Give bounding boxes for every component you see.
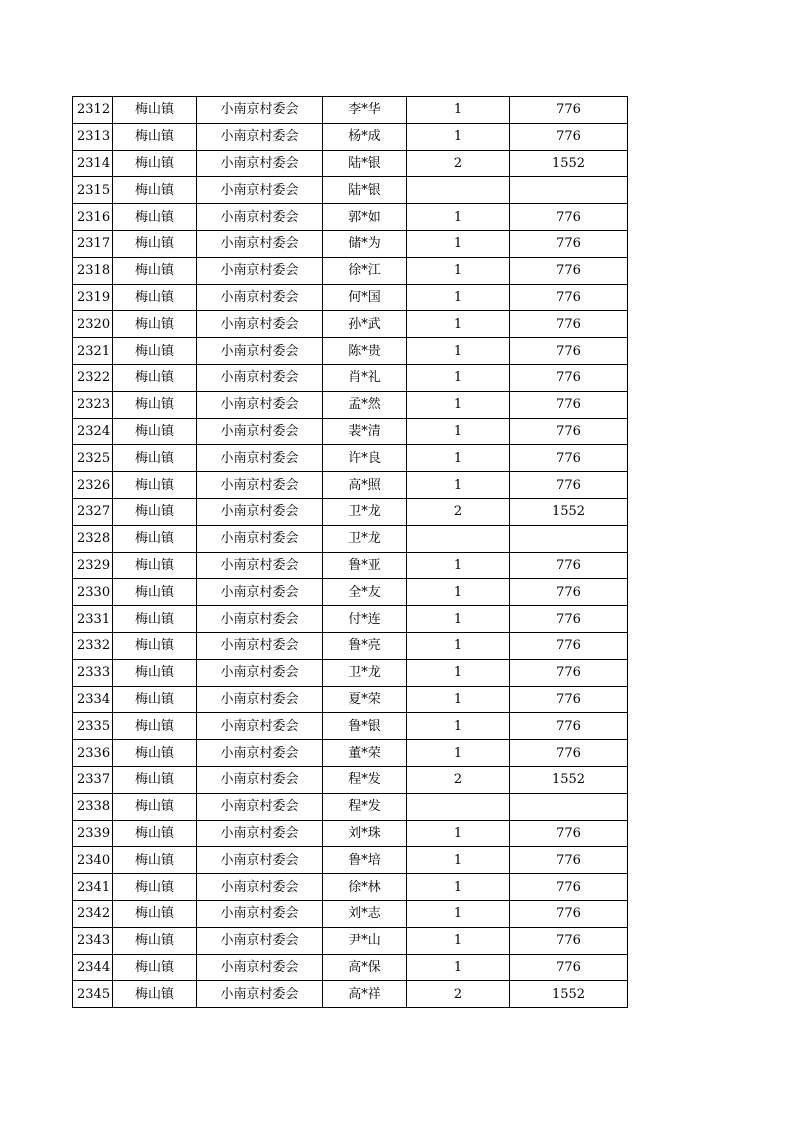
- village-cell: 小南京村委会: [197, 713, 323, 740]
- table-body: [73, 97, 628, 1008]
- amount-cell: 776: [510, 900, 628, 927]
- town-cell: 梅山镇: [113, 874, 197, 901]
- town-cell: 梅山镇: [113, 847, 197, 874]
- table-row: [73, 472, 628, 499]
- table-row: [73, 659, 628, 686]
- row-number-cell: 2335: [73, 713, 113, 740]
- row-number-cell: 2314: [73, 150, 113, 177]
- table-row: [73, 150, 628, 177]
- name-cell: 郭*如: [323, 204, 407, 231]
- table-row: [73, 579, 628, 606]
- village-cell: 小南京村委会: [197, 498, 323, 525]
- count-cell: 2: [407, 498, 510, 525]
- row-number-cell: 2345: [73, 981, 113, 1008]
- name-cell: 全*友: [323, 579, 407, 606]
- name-cell: 鲁*银: [323, 713, 407, 740]
- row-number-cell: 2315: [73, 177, 113, 204]
- name-cell: 程*发: [323, 793, 407, 820]
- amount-cell: 776: [510, 713, 628, 740]
- amount-cell: 776: [510, 230, 628, 257]
- name-cell: 尹*山: [323, 927, 407, 954]
- amount-cell: [510, 525, 628, 552]
- table-row: [73, 204, 628, 231]
- row-number-cell: 2329: [73, 552, 113, 579]
- name-cell: 陆*银: [323, 177, 407, 204]
- village-cell: 小南京村委会: [197, 766, 323, 793]
- table-row: [73, 123, 628, 150]
- village-cell: 小南京村委会: [197, 954, 323, 981]
- count-cell: [407, 525, 510, 552]
- table-row: [73, 847, 628, 874]
- count-cell: 2: [407, 150, 510, 177]
- town-cell: 梅山镇: [113, 793, 197, 820]
- village-cell: 小南京村委会: [197, 659, 323, 686]
- row-number-cell: 2327: [73, 498, 113, 525]
- count-cell: 1: [407, 820, 510, 847]
- town-cell: 梅山镇: [113, 954, 197, 981]
- table-row: [73, 632, 628, 659]
- town-cell: 梅山镇: [113, 364, 197, 391]
- table-row: [73, 820, 628, 847]
- town-cell: 梅山镇: [113, 230, 197, 257]
- count-cell: 1: [407, 311, 510, 338]
- town-cell: 梅山镇: [113, 445, 197, 472]
- amount-cell: 1552: [510, 150, 628, 177]
- town-cell: 梅山镇: [113, 391, 197, 418]
- village-cell: 小南京村委会: [197, 525, 323, 552]
- amount-cell: 776: [510, 338, 628, 365]
- count-cell: [407, 177, 510, 204]
- name-cell: 鲁*亮: [323, 632, 407, 659]
- table-row: [73, 954, 628, 981]
- row-number-cell: 2336: [73, 740, 113, 767]
- row-number-cell: 2338: [73, 793, 113, 820]
- amount-cell: 776: [510, 847, 628, 874]
- town-cell: 梅山镇: [113, 311, 197, 338]
- village-cell: 小南京村委会: [197, 97, 323, 124]
- name-cell: 高*祥: [323, 981, 407, 1008]
- name-cell: 卫*龙: [323, 659, 407, 686]
- village-cell: 小南京村委会: [197, 981, 323, 1008]
- village-cell: 小南京村委会: [197, 177, 323, 204]
- row-number-cell: 2323: [73, 391, 113, 418]
- count-cell: 1: [407, 579, 510, 606]
- table-row: [73, 391, 628, 418]
- row-number-cell: 2332: [73, 632, 113, 659]
- village-cell: 小南京村委会: [197, 847, 323, 874]
- town-cell: 梅山镇: [113, 552, 197, 579]
- village-cell: 小南京村委会: [197, 900, 323, 927]
- count-cell: 1: [407, 874, 510, 901]
- village-cell: 小南京村委会: [197, 257, 323, 284]
- town-cell: 梅山镇: [113, 981, 197, 1008]
- name-cell: 储*为: [323, 230, 407, 257]
- row-number-cell: 2318: [73, 257, 113, 284]
- table-row: [73, 364, 628, 391]
- village-cell: 小南京村委会: [197, 579, 323, 606]
- table-row: [73, 686, 628, 713]
- town-cell: 梅山镇: [113, 498, 197, 525]
- village-cell: 小南京村委会: [197, 606, 323, 633]
- name-cell: 孙*武: [323, 311, 407, 338]
- village-cell: 小南京村委会: [197, 740, 323, 767]
- table-row: [73, 606, 628, 633]
- village-cell: 小南京村委会: [197, 391, 323, 418]
- row-number-cell: 2321: [73, 338, 113, 365]
- amount-cell: 776: [510, 311, 628, 338]
- count-cell: 1: [407, 123, 510, 150]
- count-cell: 1: [407, 97, 510, 124]
- amount-cell: 776: [510, 284, 628, 311]
- town-cell: 梅山镇: [113, 632, 197, 659]
- table-row: [73, 177, 628, 204]
- name-cell: 刘*珠: [323, 820, 407, 847]
- village-cell: 小南京村委会: [197, 338, 323, 365]
- row-number-cell: 2312: [73, 97, 113, 124]
- name-cell: 夏*荣: [323, 686, 407, 713]
- count-cell: 1: [407, 338, 510, 365]
- town-cell: 梅山镇: [113, 177, 197, 204]
- amount-cell: 776: [510, 472, 628, 499]
- village-cell: 小南京村委会: [197, 874, 323, 901]
- village-cell: 小南京村委会: [197, 364, 323, 391]
- amount-cell: 776: [510, 659, 628, 686]
- town-cell: 梅山镇: [113, 579, 197, 606]
- row-number-cell: 2330: [73, 579, 113, 606]
- amount-cell: 776: [510, 820, 628, 847]
- amount-cell: 776: [510, 418, 628, 445]
- count-cell: 1: [407, 927, 510, 954]
- amount-cell: 776: [510, 954, 628, 981]
- town-cell: 梅山镇: [113, 204, 197, 231]
- village-cell: 小南京村委会: [197, 311, 323, 338]
- village-cell: 小南京村委会: [197, 793, 323, 820]
- count-cell: 1: [407, 632, 510, 659]
- name-cell: 李*华: [323, 97, 407, 124]
- amount-cell: 776: [510, 257, 628, 284]
- row-number-cell: 2317: [73, 230, 113, 257]
- name-cell: 高*保: [323, 954, 407, 981]
- amount-cell: 1552: [510, 766, 628, 793]
- amount-cell: 776: [510, 927, 628, 954]
- name-cell: 刘*志: [323, 900, 407, 927]
- row-number-cell: 2326: [73, 472, 113, 499]
- town-cell: 梅山镇: [113, 472, 197, 499]
- row-number-cell: 2344: [73, 954, 113, 981]
- name-cell: 卫*龙: [323, 525, 407, 552]
- name-cell: 何*国: [323, 284, 407, 311]
- count-cell: 1: [407, 954, 510, 981]
- name-cell: 孟*然: [323, 391, 407, 418]
- table-row: [73, 498, 628, 525]
- name-cell: 许*良: [323, 445, 407, 472]
- amount-cell: 776: [510, 391, 628, 418]
- name-cell: 程*发: [323, 766, 407, 793]
- count-cell: 1: [407, 284, 510, 311]
- town-cell: 梅山镇: [113, 606, 197, 633]
- amount-cell: 776: [510, 686, 628, 713]
- village-cell: 小南京村委会: [197, 204, 323, 231]
- table-row: [73, 418, 628, 445]
- row-number-cell: 2313: [73, 123, 113, 150]
- row-number-cell: 2333: [73, 659, 113, 686]
- amount-cell: 776: [510, 552, 628, 579]
- name-cell: 鲁*培: [323, 847, 407, 874]
- name-cell: 徐*林: [323, 874, 407, 901]
- town-cell: 梅山镇: [113, 659, 197, 686]
- row-number-cell: 2331: [73, 606, 113, 633]
- town-cell: 梅山镇: [113, 927, 197, 954]
- table-row: [73, 284, 628, 311]
- count-cell: 1: [407, 606, 510, 633]
- row-number-cell: 2322: [73, 364, 113, 391]
- count-cell: 1: [407, 659, 510, 686]
- table-row: [73, 927, 628, 954]
- count-cell: 1: [407, 713, 510, 740]
- amount-cell: 776: [510, 740, 628, 767]
- count-cell: 2: [407, 981, 510, 1008]
- name-cell: 付*连: [323, 606, 407, 633]
- table-row: [73, 713, 628, 740]
- row-number-cell: 2343: [73, 927, 113, 954]
- village-cell: 小南京村委会: [197, 284, 323, 311]
- amount-cell: 776: [510, 123, 628, 150]
- amount-cell: 776: [510, 874, 628, 901]
- row-number-cell: 2316: [73, 204, 113, 231]
- town-cell: 梅山镇: [113, 338, 197, 365]
- town-cell: 梅山镇: [113, 418, 197, 445]
- name-cell: 徐*江: [323, 257, 407, 284]
- amount-cell: 1552: [510, 498, 628, 525]
- table-row: [73, 257, 628, 284]
- row-number-cell: 2325: [73, 445, 113, 472]
- name-cell: 卫*龙: [323, 498, 407, 525]
- village-cell: 小南京村委会: [197, 418, 323, 445]
- amount-cell: 776: [510, 445, 628, 472]
- row-number-cell: 2328: [73, 525, 113, 552]
- amount-cell: 776: [510, 632, 628, 659]
- count-cell: 1: [407, 230, 510, 257]
- row-number-cell: 2339: [73, 820, 113, 847]
- amount-cell: 776: [510, 204, 628, 231]
- row-number-cell: 2342: [73, 900, 113, 927]
- amount-cell: 776: [510, 97, 628, 124]
- village-cell: 小南京村委会: [197, 445, 323, 472]
- data-table: [72, 96, 628, 1008]
- village-cell: 小南京村委会: [197, 150, 323, 177]
- town-cell: 梅山镇: [113, 97, 197, 124]
- table-row: [73, 97, 628, 124]
- amount-cell: [510, 177, 628, 204]
- table-row: [73, 525, 628, 552]
- count-cell: 1: [407, 364, 510, 391]
- count-cell: 2: [407, 766, 510, 793]
- table-row: [73, 981, 628, 1008]
- name-cell: 杨*成: [323, 123, 407, 150]
- table-row: [73, 766, 628, 793]
- row-number-cell: 2319: [73, 284, 113, 311]
- town-cell: 梅山镇: [113, 150, 197, 177]
- village-cell: 小南京村委会: [197, 230, 323, 257]
- table-row: [73, 338, 628, 365]
- amount-cell: 1552: [510, 981, 628, 1008]
- count-cell: 1: [407, 391, 510, 418]
- table-row: [73, 445, 628, 472]
- village-cell: 小南京村委会: [197, 927, 323, 954]
- name-cell: 陆*银: [323, 150, 407, 177]
- town-cell: 梅山镇: [113, 766, 197, 793]
- row-number-cell: 2341: [73, 874, 113, 901]
- count-cell: 1: [407, 847, 510, 874]
- village-cell: 小南京村委会: [197, 686, 323, 713]
- name-cell: 陈*贵: [323, 338, 407, 365]
- count-cell: 1: [407, 257, 510, 284]
- town-cell: 梅山镇: [113, 123, 197, 150]
- town-cell: 梅山镇: [113, 900, 197, 927]
- count-cell: 1: [407, 445, 510, 472]
- count-cell: 1: [407, 552, 510, 579]
- amount-cell: 776: [510, 364, 628, 391]
- count-cell: 1: [407, 472, 510, 499]
- village-cell: 小南京村委会: [197, 472, 323, 499]
- amount-cell: 776: [510, 579, 628, 606]
- row-number-cell: 2324: [73, 418, 113, 445]
- count-cell: 1: [407, 900, 510, 927]
- amount-cell: [510, 793, 628, 820]
- count-cell: 1: [407, 204, 510, 231]
- table-row: [73, 552, 628, 579]
- town-cell: 梅山镇: [113, 257, 197, 284]
- count-cell: 1: [407, 686, 510, 713]
- name-cell: 裴*清: [323, 418, 407, 445]
- town-cell: 梅山镇: [113, 820, 197, 847]
- village-cell: 小南京村委会: [197, 820, 323, 847]
- row-number-cell: 2340: [73, 847, 113, 874]
- count-cell: 1: [407, 740, 510, 767]
- count-cell: [407, 793, 510, 820]
- town-cell: 梅山镇: [113, 713, 197, 740]
- town-cell: 梅山镇: [113, 740, 197, 767]
- village-cell: 小南京村委会: [197, 552, 323, 579]
- count-cell: 1: [407, 418, 510, 445]
- table-row: [73, 230, 628, 257]
- table-row: [73, 874, 628, 901]
- row-number-cell: 2334: [73, 686, 113, 713]
- row-number-cell: 2320: [73, 311, 113, 338]
- town-cell: 梅山镇: [113, 686, 197, 713]
- village-cell: 小南京村委会: [197, 123, 323, 150]
- table-row: [73, 900, 628, 927]
- town-cell: 梅山镇: [113, 525, 197, 552]
- town-cell: 梅山镇: [113, 284, 197, 311]
- row-number-cell: 2337: [73, 766, 113, 793]
- name-cell: 高*照: [323, 472, 407, 499]
- name-cell: 董*荣: [323, 740, 407, 767]
- table-row: [73, 311, 628, 338]
- table-row: [73, 740, 628, 767]
- village-cell: 小南京村委会: [197, 632, 323, 659]
- name-cell: 肖*礼: [323, 364, 407, 391]
- table-row: [73, 793, 628, 820]
- amount-cell: 776: [510, 606, 628, 633]
- name-cell: 鲁*亚: [323, 552, 407, 579]
